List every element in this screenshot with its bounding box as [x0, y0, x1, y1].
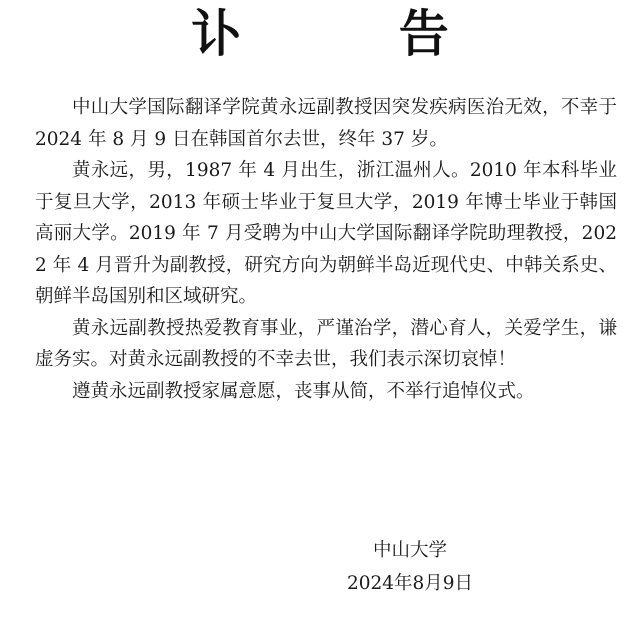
notice-body	[35, 92, 617, 407]
paragraph-biography: 黄永远，男，1987 年 4 月出生，浙江温州人。2010 年本科毕业于复旦大学，2013 年硕士毕业于复旦大学，2019 年博士毕业于韩国高丽大学。2019 年 7 月受聘为中山大学国际翻译学院助理教授，2022 年 4 月晋升为副教授，研究方向为朝鲜半岛近现代史、中韩关系史、朝鲜半岛国别和区域研究。	[35, 160, 617, 307]
signature-date: 2024年8月9日	[346, 573, 474, 594]
paragraph-funeral-arrangement: 遵黄永远副教授家属意愿，丧事从简，不举行追悼仪式。	[72, 380, 535, 402]
paragraph-announcement: 中山大学国际翻译学院黄永远副教授因突发疾病医治无效，不幸于 2024 年 8 月 9 日在韩国首尔去世，终年 37 岁。	[35, 97, 617, 150]
signature-organization: 中山大学	[372, 540, 447, 561]
paragraph-tribute: 黄永远副教授热爱教育事业，严谨治学，潜心育人，关爱学生，谦虚务实。对黄永远副教授的不幸去世，我们表示深切哀悼！	[35, 317, 617, 370]
notice-title: 讣 告	[191, 5, 519, 63]
